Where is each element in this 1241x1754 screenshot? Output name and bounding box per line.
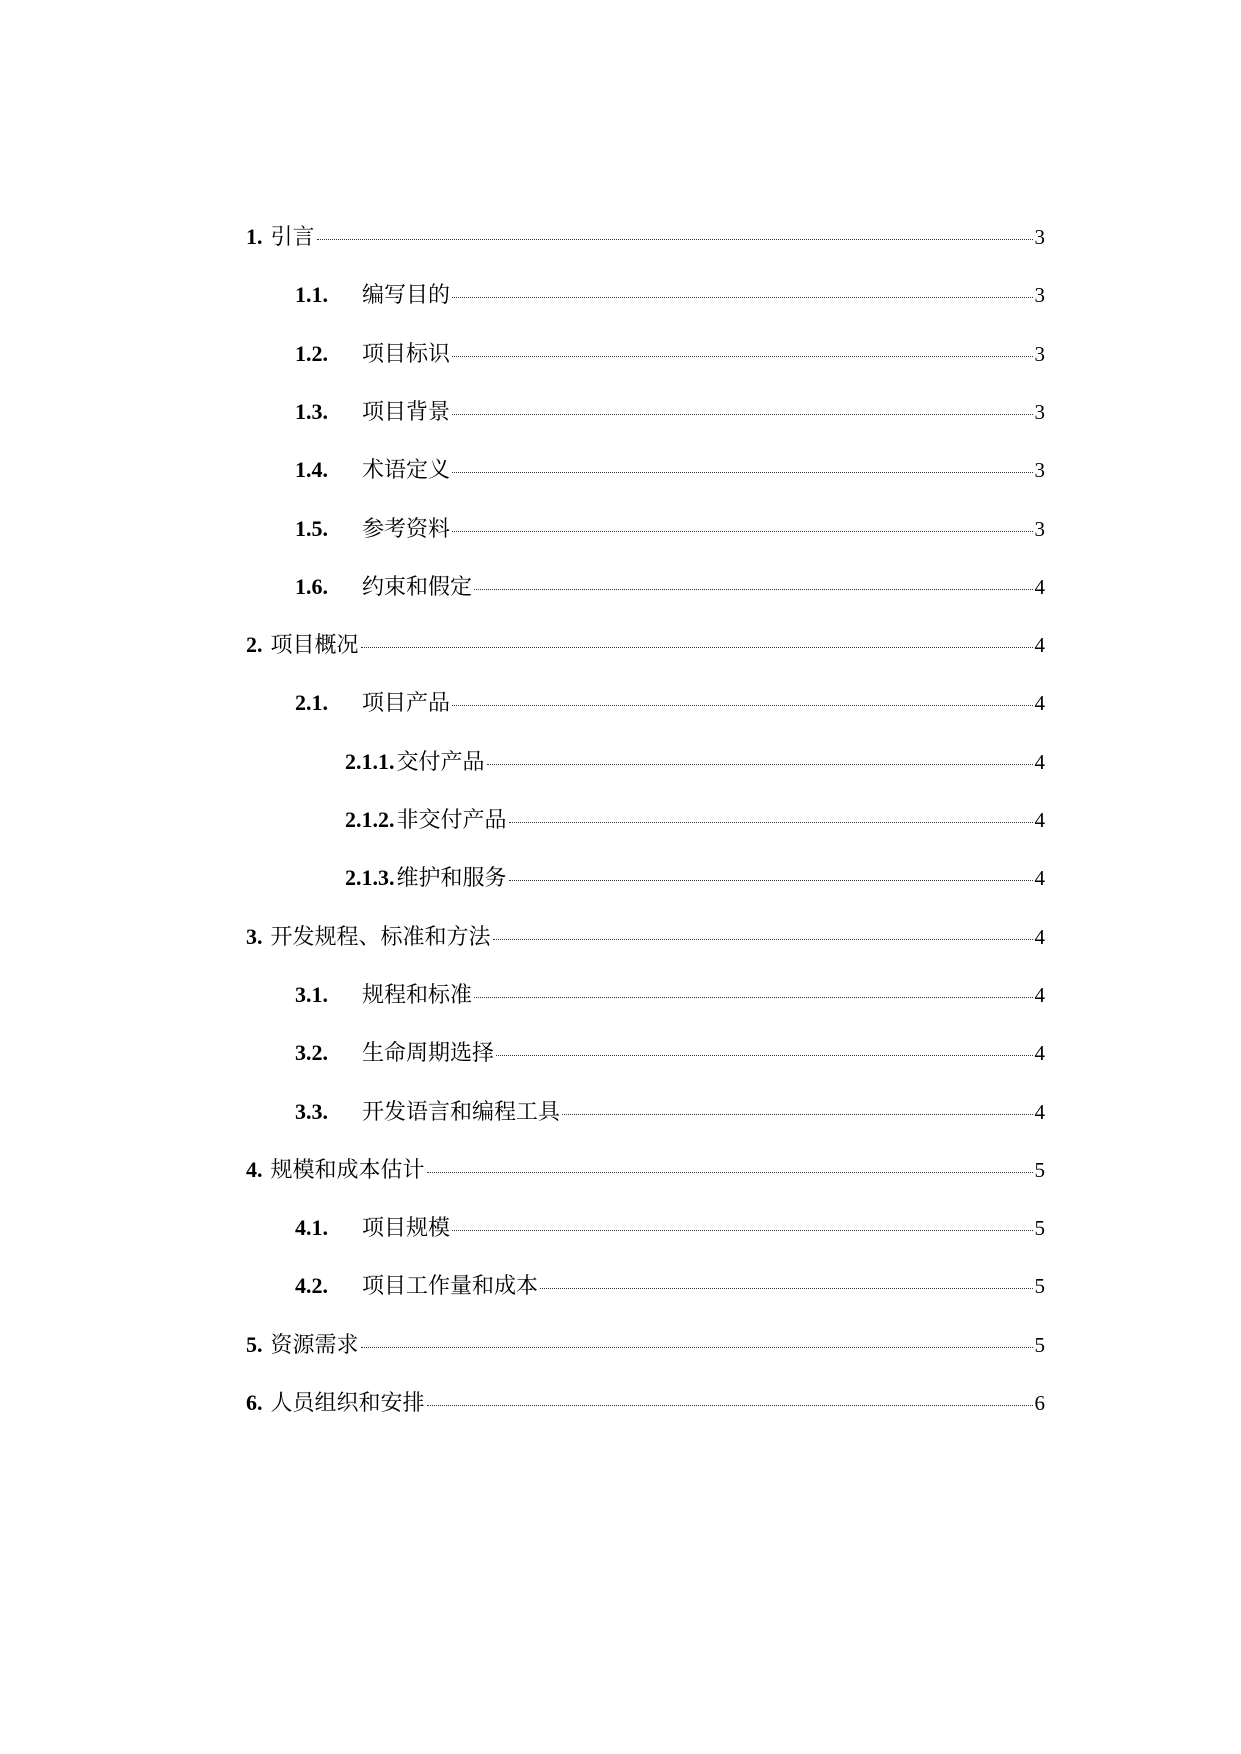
toc-dot-leader	[452, 705, 1032, 706]
toc-entry-title: 项目规模	[362, 1215, 451, 1241]
toc-entry-title: 项目概况	[270, 632, 359, 658]
toc-entry-title: 引言	[270, 224, 315, 249]
toc-entry-page-number: 4	[1034, 574, 1045, 599]
toc-entry-title: 交付产品	[396, 748, 485, 774]
toc-entry-number: 2.1.3.	[345, 865, 395, 891]
toc-dot-leader	[452, 1230, 1032, 1231]
toc-dot-leader	[474, 589, 1032, 590]
toc-entry-page-number: 4	[1034, 749, 1045, 774]
toc-entry-title: 资源需求	[270, 1331, 359, 1357]
toc-dot-leader	[427, 1172, 1033, 1173]
toc-entry-title: 项目标识	[362, 340, 451, 366]
toc-entry-page-number: 4	[1034, 808, 1045, 832]
toc-entry-number: 2.1.2.	[345, 807, 395, 832]
toc-dot-leader	[487, 764, 1033, 765]
toc-entry-number: 4.	[246, 1156, 263, 1182]
toc-entry-number: 2.	[246, 632, 263, 658]
toc-dot-leader	[452, 531, 1032, 532]
toc-entry-title: 非交付产品	[396, 807, 507, 832]
toc-entry-title: 项目产品	[362, 690, 451, 716]
toc-entry[interactable]	[295, 455, 1045, 485]
toc-entry-number: 5.	[246, 1331, 263, 1357]
toc-entry-number: 4.2.	[295, 1273, 328, 1299]
toc-entry-page-number: 5	[1034, 1216, 1045, 1241]
toc-entry-page-number: 3	[1034, 516, 1045, 541]
toc-entry-title: 规程和标准	[362, 981, 473, 1007]
toc-entry-page-number: 4	[1034, 1099, 1045, 1124]
toc-dot-leader	[427, 1405, 1033, 1406]
toc-entry-title: 维护和服务	[396, 865, 507, 891]
toc-dot-leader	[474, 997, 1032, 998]
toc-entry-number: 4.1.	[295, 1215, 328, 1241]
toc-entry[interactable]	[246, 222, 1045, 252]
toc-entry[interactable]	[246, 1388, 1045, 1418]
toc-entry[interactable]	[246, 1155, 1045, 1185]
toc-entry-number: 1.	[246, 224, 263, 249]
toc-entry-number: 3.1.	[295, 981, 328, 1007]
toc-entry-title: 编写目的	[362, 282, 451, 308]
toc-entry[interactable]	[295, 572, 1045, 602]
toc-entry-number: 1.6.	[295, 573, 328, 599]
toc-dot-leader	[361, 1347, 1033, 1348]
toc-entry-title: 开发规程、标准和方法	[270, 923, 491, 949]
toc-entry-number: 1.2.	[295, 340, 328, 366]
toc-entry-page-number: 5	[1034, 1274, 1045, 1299]
toc-entry-page-number: 3	[1034, 225, 1045, 249]
toc-entry-title: 开发语言和编程工具	[362, 1098, 561, 1124]
toc-entry-number: 3.2.	[295, 1040, 328, 1066]
toc-entry[interactable]	[295, 397, 1045, 427]
toc-entry-page-number: 4	[1034, 691, 1045, 716]
toc-entry-page-number: 3	[1034, 341, 1045, 366]
toc-entry-number: 1.5.	[295, 515, 328, 541]
toc-entry[interactable]	[345, 805, 1045, 835]
toc-entry[interactable]	[345, 863, 1045, 893]
toc-entry[interactable]	[295, 980, 1045, 1010]
toc-entry-page-number: 4	[1034, 924, 1045, 949]
toc-entry-title: 术语定义	[362, 457, 451, 483]
toc-entry[interactable]	[246, 922, 1045, 952]
toc-entry-page-number: 3	[1034, 283, 1045, 308]
toc-entry[interactable]	[295, 688, 1045, 718]
toc-dot-leader	[452, 472, 1032, 473]
toc-entry[interactable]	[295, 514, 1045, 544]
toc-entry-number: 1.1.	[295, 282, 328, 308]
toc-entry[interactable]	[246, 630, 1045, 660]
toc-entry-title: 人员组织和安排	[270, 1390, 425, 1415]
toc-entry-title: 项目工作量和成本	[362, 1273, 539, 1299]
toc-entry-page-number: 4	[1034, 1041, 1045, 1066]
toc-entry-title: 参考资料	[362, 515, 451, 541]
toc-entry-number: 3.3.	[295, 1098, 328, 1124]
toc-entry-number: 6.	[246, 1390, 263, 1415]
toc-entry-number: 2.1.	[295, 690, 328, 716]
toc-entry-page-number: 3	[1034, 399, 1045, 424]
toc-dot-leader	[496, 1055, 1032, 1056]
toc-dot-leader	[509, 880, 1033, 881]
toc-entry[interactable]	[295, 1213, 1045, 1243]
toc-entry-page-number: 5	[1034, 1332, 1045, 1357]
toc-entry-number: 1.3.	[295, 398, 328, 424]
toc-dot-leader	[452, 414, 1032, 415]
toc-dot-leader	[317, 239, 1033, 240]
toc-dot-leader	[540, 1288, 1032, 1289]
toc-dot-leader	[493, 939, 1033, 940]
toc-dot-leader	[452, 297, 1032, 298]
toc-dot-leader	[562, 1114, 1032, 1115]
toc-entry-page-number: 5	[1034, 1157, 1045, 1182]
toc-entry[interactable]	[345, 747, 1045, 777]
toc-entry-number: 1.4.	[295, 457, 328, 483]
toc-entry-page-number: 4	[1034, 982, 1045, 1007]
toc-entry[interactable]	[295, 1038, 1045, 1068]
toc-entry[interactable]	[295, 1271, 1045, 1301]
toc-entry-number: 2.1.1.	[345, 748, 395, 774]
toc-entry-title: 项目背景	[362, 398, 451, 424]
toc-entry[interactable]	[295, 339, 1045, 369]
toc-dot-leader	[509, 822, 1033, 823]
toc-entry-page-number: 6	[1034, 1391, 1045, 1415]
toc-entry-title: 约束和假定	[362, 573, 473, 599]
toc-entry-page-number: 3	[1034, 458, 1045, 483]
toc-dot-leader	[452, 356, 1032, 357]
toc-dot-leader	[361, 647, 1033, 648]
toc-entry[interactable]	[295, 280, 1045, 310]
toc-entry-page-number: 4	[1034, 866, 1045, 891]
toc-entry[interactable]	[246, 1330, 1045, 1360]
toc-entry[interactable]	[295, 1097, 1045, 1127]
toc-entry-number: 3.	[246, 923, 263, 949]
toc-entry-title: 生命周期选择	[362, 1040, 495, 1066]
toc-entry-title: 规模和成本估计	[270, 1156, 425, 1182]
toc-entry-page-number: 4	[1034, 633, 1045, 658]
